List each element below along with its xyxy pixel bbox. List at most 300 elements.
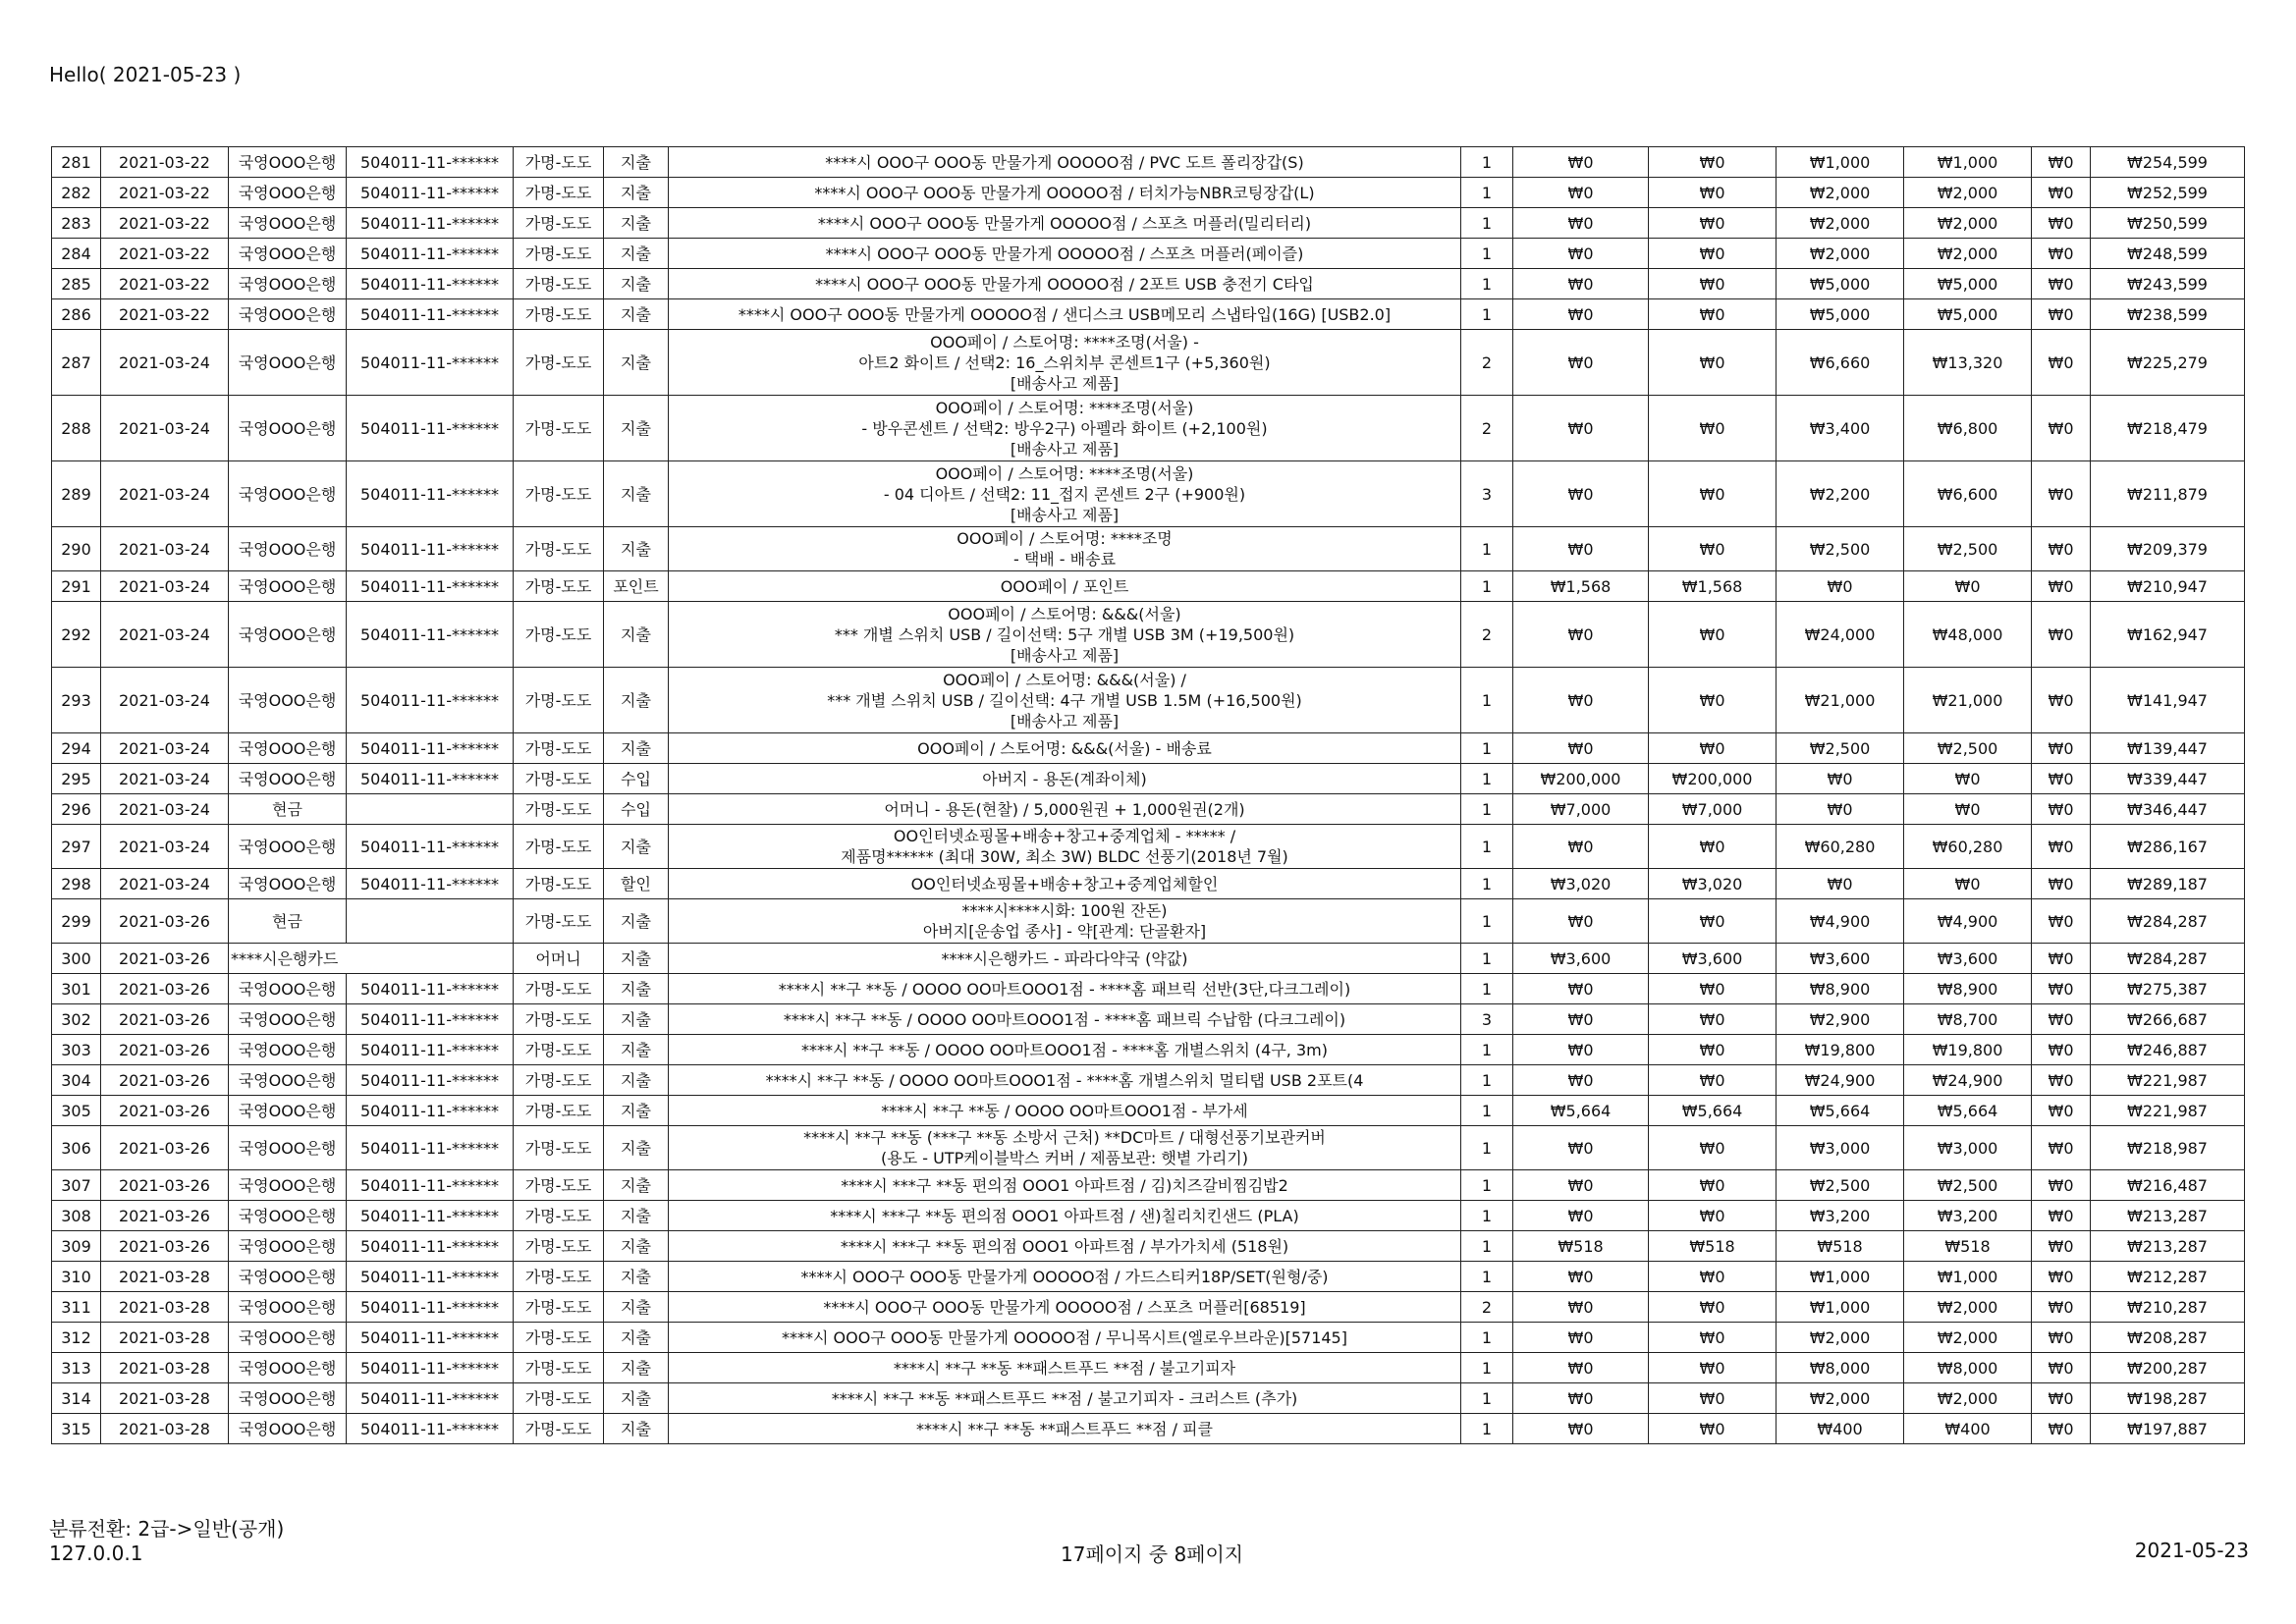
- type-cell: 지출: [604, 208, 669, 239]
- table-row: [52, 974, 2245, 1004]
- bank-cell: 국영OOO은행: [229, 527, 347, 571]
- table-row: [52, 269, 2245, 299]
- account-cell: 504011-11-******: [347, 396, 514, 461]
- row-number: 315: [52, 1414, 101, 1444]
- quantity-cell: 1: [1461, 1096, 1513, 1126]
- description-cell: [669, 330, 1461, 396]
- account-cell: 504011-11-******: [347, 147, 514, 178]
- type-cell: 지출: [604, 299, 669, 330]
- amount1-cell: ₩518: [1513, 1231, 1649, 1262]
- amount2-cell: ₩0: [1649, 330, 1777, 396]
- balance-cell: ₩238,599: [2091, 299, 2245, 330]
- description-line: OOO페이 / 스토어명: &&&(서울) /: [943, 670, 1186, 689]
- description-line: OOO페이 / 스토어명: ****조명: [957, 529, 1173, 548]
- category-cell: 가명-도도: [514, 1201, 604, 1231]
- bank-cell: 국영OOO은행: [229, 668, 347, 733]
- amount4-cell: ₩400: [1904, 1414, 2032, 1444]
- amount5-cell: ₩0: [2032, 1323, 2091, 1353]
- type-cell: 지출: [604, 1292, 669, 1323]
- type-cell: 지출: [604, 1353, 669, 1383]
- description-line: 제품명****** (최대 30W, 최소 3W) BLDC 선풍기(2018년 7월): [841, 847, 1288, 866]
- date-cell: 2021-03-22: [101, 269, 229, 299]
- balance-cell: ₩218,479: [2091, 396, 2245, 461]
- amount2-cell: ₩0: [1649, 974, 1777, 1004]
- date-cell: 2021-03-24: [101, 330, 229, 396]
- description-line: - 방우콘센트 / 선택2: 방우2구) 아펠라 화이트 (+2,100원): [861, 418, 1268, 438]
- row-number: 297: [52, 825, 101, 869]
- row-number: 294: [52, 733, 101, 764]
- ledger-table: [51, 146, 2245, 1444]
- amount3-cell: ₩8,900: [1777, 974, 1904, 1004]
- amount4-cell: ₩2,000: [1904, 1292, 2032, 1323]
- description-line: OOO페이 / 스토어명: ****조명(서울) -: [930, 332, 1199, 352]
- date-cell: 2021-03-28: [101, 1262, 229, 1292]
- description-cell: [669, 461, 1461, 527]
- amount1-cell: ₩0: [1513, 1353, 1649, 1383]
- table-row: [52, 1292, 2245, 1323]
- table-row: [52, 1201, 2245, 1231]
- amount3-cell: ₩4,900: [1777, 899, 1904, 944]
- amount5-cell: ₩0: [2032, 668, 2091, 733]
- description-cell: [669, 527, 1461, 571]
- balance-cell: ₩266,687: [2091, 1004, 2245, 1035]
- amount3-cell: ₩24,000: [1777, 602, 1904, 668]
- bank-cell: 국영OOO은행: [229, 269, 347, 299]
- balance-cell: ₩210,947: [2091, 571, 2245, 602]
- row-number: 289: [52, 461, 101, 527]
- amount5-cell: ₩0: [2032, 1231, 2091, 1262]
- amount5-cell: ₩0: [2032, 899, 2091, 944]
- print-date: 2021-05-23: [2134, 1539, 2249, 1562]
- description-line: ****시 ***구 **동 편의점 OOO1 아파트점 / 김)치즈갈비찜김밥2: [841, 1175, 1288, 1195]
- bank-cell: 국영OOO은행: [229, 330, 347, 396]
- page-header: Hello( 2021-05-23 ): [49, 63, 242, 86]
- description-line: OOO페이 / 스토어명: &&&(서울) - 배송료: [917, 738, 1212, 758]
- date-cell: 2021-03-24: [101, 571, 229, 602]
- table-row: [52, 299, 2245, 330]
- category-cell: 가명-도도: [514, 147, 604, 178]
- date-cell: 2021-03-28: [101, 1383, 229, 1414]
- type-cell: 지출: [604, 269, 669, 299]
- description-line: ****시 **구 **동 (***구 **동 소방서 근처) **DC마트 / 대형선풍기보관커버: [803, 1128, 1326, 1147]
- date-cell: 2021-03-24: [101, 527, 229, 571]
- amount4-cell: ₩518: [1904, 1231, 2032, 1262]
- amount3-cell: ₩400: [1777, 1414, 1904, 1444]
- classification-note: 분류전환: 2급->일반(공개): [49, 1517, 285, 1541]
- amount3-cell: ₩2,500: [1777, 1170, 1904, 1201]
- description-line: - 택배 - 배송료: [1012, 550, 1117, 568]
- amount4-cell: ₩2,500: [1904, 527, 2032, 571]
- amount4-cell: ₩2,500: [1904, 1170, 2032, 1201]
- date-cell: 2021-03-24: [101, 869, 229, 899]
- amount2-cell: ₩0: [1649, 178, 1777, 208]
- description-line: ****시 **구 **동 / OOOO OO마트OOO1점 - ****홈 개별스위치 (4구, 3m): [801, 1040, 1328, 1059]
- account-cell: 504011-11-******: [347, 1383, 514, 1414]
- account-cell: 504011-11-******: [347, 1231, 514, 1262]
- category-cell: 가명-도도: [514, 1065, 604, 1096]
- amount1-cell: ₩0: [1513, 899, 1649, 944]
- amount2-cell: ₩5,664: [1649, 1096, 1777, 1126]
- amount1-cell: ₩0: [1513, 1065, 1649, 1096]
- amount4-cell: ₩2,000: [1904, 1383, 2032, 1414]
- description-cell: [669, 208, 1461, 239]
- amount1-cell: ₩0: [1513, 1126, 1649, 1170]
- description-line: ****시 **구 **동 / OOOO OO마트OOO1점 - ****홈 패브릭 선반(3단,다크그레이): [778, 979, 1351, 999]
- amount3-cell: ₩5,000: [1777, 299, 1904, 330]
- row-number: 306: [52, 1126, 101, 1170]
- row-number: 282: [52, 178, 101, 208]
- account-cell: 504011-11-******: [347, 1065, 514, 1096]
- description-line: OOO페이 / 스토어명: ****조명(서울): [935, 398, 1194, 417]
- date-cell: 2021-03-22: [101, 208, 229, 239]
- account-cell: 504011-11-******: [347, 602, 514, 668]
- date-cell: 2021-03-24: [101, 733, 229, 764]
- amount4-cell: ₩48,000: [1904, 602, 2032, 668]
- description-cell: [669, 1292, 1461, 1323]
- amount4-cell: ₩60,280: [1904, 825, 2032, 869]
- amount5-cell: ₩0: [2032, 396, 2091, 461]
- amount2-cell: ₩1,568: [1649, 571, 1777, 602]
- table-row: [52, 944, 2245, 974]
- row-number: 309: [52, 1231, 101, 1262]
- account-cell: 504011-11-******: [347, 1414, 514, 1444]
- category-cell: 가명-도도: [514, 1035, 604, 1065]
- balance-cell: ₩211,879: [2091, 461, 2245, 527]
- description-cell: [669, 1170, 1461, 1201]
- category-cell: 가명-도도: [514, 825, 604, 869]
- category-cell: 가명-도도: [514, 1383, 604, 1414]
- description-cell: [669, 1201, 1461, 1231]
- description-cell: [669, 571, 1461, 602]
- bank-cell: 국영OOO은행: [229, 208, 347, 239]
- quantity-cell: 1: [1461, 1383, 1513, 1414]
- type-cell: 지출: [604, 1126, 669, 1170]
- category-cell: 가명-도도: [514, 869, 604, 899]
- description-line: ****시 **구 **동 / OOOO OO마트OOO1점 - ****홈 개별스위치 멀티탭 USB 2포트(4: [765, 1070, 1364, 1090]
- category-cell: 가명-도도: [514, 1323, 604, 1353]
- account-cell: 504011-11-******: [347, 269, 514, 299]
- account-cell: 504011-11-******: [347, 1292, 514, 1323]
- description-line: ****시 **구 **동 **패스트푸드 **점 / 불고기피자 - 크러스트 (추가): [831, 1388, 1298, 1408]
- type-cell: 지출: [604, 461, 669, 527]
- amount4-cell: ₩0: [1904, 571, 2032, 602]
- amount1-cell: ₩0: [1513, 1035, 1649, 1065]
- amount5-cell: ₩0: [2032, 1353, 2091, 1383]
- table-row: [52, 239, 2245, 269]
- date-cell: 2021-03-24: [101, 825, 229, 869]
- table-row: [52, 527, 2245, 571]
- table-row: [52, 602, 2245, 668]
- description-line: OOO페이 / 스토어명: ****조명(서울): [935, 463, 1194, 483]
- account-cell: 504011-11-******: [347, 1170, 514, 1201]
- description-line: 어머니 - 용돈(현찰) / 5,000원권 + 1,000원권(2개): [884, 799, 1245, 819]
- row-number: 291: [52, 571, 101, 602]
- amount2-cell: ₩0: [1649, 461, 1777, 527]
- account-cell: 504011-11-******: [347, 239, 514, 269]
- amount2-cell: ₩0: [1649, 899, 1777, 944]
- balance-cell: ₩139,447: [2091, 733, 2245, 764]
- description-line: [배송사고 제품]: [1010, 645, 1120, 665]
- category-cell: 가명-도도: [514, 899, 604, 944]
- amount1-cell: ₩0: [1513, 1004, 1649, 1035]
- date-cell: 2021-03-22: [101, 147, 229, 178]
- type-cell: 지출: [604, 1004, 669, 1035]
- balance-cell: ₩284,287: [2091, 944, 2245, 974]
- type-cell: 지출: [604, 1383, 669, 1414]
- balance-cell: ₩213,287: [2091, 1201, 2245, 1231]
- category-cell: 가명-도도: [514, 1126, 604, 1170]
- row-number: 307: [52, 1170, 101, 1201]
- amount5-cell: ₩0: [2032, 1035, 2091, 1065]
- amount2-cell: ₩0: [1649, 1383, 1777, 1414]
- category-cell: 가명-도도: [514, 974, 604, 1004]
- account-cell: 504011-11-******: [347, 974, 514, 1004]
- amount1-cell: ₩0: [1513, 461, 1649, 527]
- amount3-cell: ₩5,664: [1777, 1096, 1904, 1126]
- type-cell: 지출: [604, 1231, 669, 1262]
- row-number: 298: [52, 869, 101, 899]
- footer-left: [49, 1517, 284, 1566]
- amount5-cell: ₩0: [2032, 944, 2091, 974]
- amount1-cell: ₩7,000: [1513, 794, 1649, 825]
- table-row: [52, 733, 2245, 764]
- description-cell: [669, 764, 1461, 794]
- bank-cell: 국영OOO은행: [229, 1065, 347, 1096]
- amount4-cell: ₩13,320: [1904, 330, 2032, 396]
- amount1-cell: ₩0: [1513, 602, 1649, 668]
- row-number: 304: [52, 1065, 101, 1096]
- date-cell: 2021-03-26: [101, 1065, 229, 1096]
- amount1-cell: ₩0: [1513, 1414, 1649, 1444]
- quantity-cell: 3: [1461, 461, 1513, 527]
- description-cell: [669, 1126, 1461, 1170]
- table-row: [52, 1096, 2245, 1126]
- amount4-cell: ₩2,000: [1904, 1323, 2032, 1353]
- amount2-cell: ₩3,020: [1649, 869, 1777, 899]
- description-cell: [669, 794, 1461, 825]
- amount5-cell: ₩0: [2032, 869, 2091, 899]
- row-number: 288: [52, 396, 101, 461]
- amount1-cell: ₩0: [1513, 299, 1649, 330]
- bank-cell: 국영OOO은행: [229, 147, 347, 178]
- description-line: ****시 OOO구 OOO동 만물가게 OOOOO점 / 스포츠 머플러[68519]: [823, 1297, 1306, 1317]
- bank-cell: ****시은행카드: [229, 944, 514, 974]
- amount4-cell: ₩2,000: [1904, 208, 2032, 239]
- date-cell: 2021-03-26: [101, 1231, 229, 1262]
- category-cell: 가명-도도: [514, 602, 604, 668]
- type-cell: 지출: [604, 1262, 669, 1292]
- amount3-cell: ₩3,000: [1777, 1126, 1904, 1170]
- amount3-cell: ₩518: [1777, 1231, 1904, 1262]
- amount5-cell: ₩0: [2032, 1292, 2091, 1323]
- category-cell: 가명-도도: [514, 1414, 604, 1444]
- amount5-cell: ₩0: [2032, 1170, 2091, 1201]
- category-cell: 가명-도도: [514, 1170, 604, 1201]
- amount2-cell: ₩0: [1649, 239, 1777, 269]
- bank-cell: 국영OOO은행: [229, 1035, 347, 1065]
- account-cell: 504011-11-******: [347, 1353, 514, 1383]
- quantity-cell: 1: [1461, 1065, 1513, 1096]
- table-row: [52, 1004, 2245, 1035]
- quantity-cell: 1: [1461, 178, 1513, 208]
- description-line: 아버지 - 용돈(계좌이체): [982, 769, 1147, 788]
- description-cell: [669, 1004, 1461, 1035]
- amount3-cell: ₩2,500: [1777, 733, 1904, 764]
- amount4-cell: ₩6,600: [1904, 461, 2032, 527]
- amount3-cell: ₩0: [1777, 794, 1904, 825]
- amount4-cell: ₩5,000: [1904, 269, 2032, 299]
- amount4-cell: ₩0: [1904, 764, 2032, 794]
- category-cell: 가명-도도: [514, 1096, 604, 1126]
- description-cell: [669, 147, 1461, 178]
- bank-cell: 국영OOO은행: [229, 1201, 347, 1231]
- quantity-cell: 1: [1461, 764, 1513, 794]
- amount4-cell: ₩8,000: [1904, 1353, 2032, 1383]
- account-cell: 504011-11-******: [347, 668, 514, 733]
- category-cell: 가명-도도: [514, 299, 604, 330]
- quantity-cell: 1: [1461, 668, 1513, 733]
- balance-cell: ₩289,187: [2091, 869, 2245, 899]
- amount4-cell: ₩3,200: [1904, 1201, 2032, 1231]
- category-cell: 가명-도도: [514, 1004, 604, 1035]
- amount1-cell: ₩1,568: [1513, 571, 1649, 602]
- amount4-cell: ₩8,700: [1904, 1004, 2032, 1035]
- amount3-cell: ₩3,200: [1777, 1201, 1904, 1231]
- balance-cell: ₩221,987: [2091, 1096, 2245, 1126]
- type-cell: 수입: [604, 764, 669, 794]
- amount4-cell: ₩3,000: [1904, 1126, 2032, 1170]
- account-cell: 504011-11-******: [347, 330, 514, 396]
- description-cell: [669, 1383, 1461, 1414]
- table-row: [52, 668, 2245, 733]
- category-cell: 가명-도도: [514, 269, 604, 299]
- amount3-cell: ₩2,000: [1777, 178, 1904, 208]
- description-cell: [669, 299, 1461, 330]
- category-cell: 가명-도도: [514, 1231, 604, 1262]
- category-cell: 가명-도도: [514, 208, 604, 239]
- amount1-cell: ₩0: [1513, 239, 1649, 269]
- amount5-cell: ₩0: [2032, 1262, 2091, 1292]
- balance-cell: ₩248,599: [2091, 239, 2245, 269]
- balance-cell: ₩346,447: [2091, 794, 2245, 825]
- amount2-cell: ₩0: [1649, 825, 1777, 869]
- quantity-cell: 1: [1461, 299, 1513, 330]
- description-line: - 04 디아트 / 선택2: 11_접지 콘센트 2구 (+900원): [883, 484, 1246, 504]
- table-row: [52, 1414, 2245, 1444]
- amount4-cell: ₩24,900: [1904, 1065, 2032, 1096]
- account-cell: 504011-11-******: [347, 869, 514, 899]
- amount3-cell: ₩3,600: [1777, 944, 1904, 974]
- bank-cell: 국영OOO은행: [229, 299, 347, 330]
- description-cell: [669, 869, 1461, 899]
- amount1-cell: ₩0: [1513, 1201, 1649, 1231]
- amount5-cell: ₩0: [2032, 239, 2091, 269]
- row-number: 281: [52, 147, 101, 178]
- table-row: [52, 899, 2245, 944]
- quantity-cell: 1: [1461, 733, 1513, 764]
- date-cell: 2021-03-24: [101, 602, 229, 668]
- category-cell: 가명-도도: [514, 396, 604, 461]
- quantity-cell: 1: [1461, 1323, 1513, 1353]
- amount1-cell: ₩0: [1513, 668, 1649, 733]
- amount5-cell: ₩0: [2032, 602, 2091, 668]
- description-cell: [669, 825, 1461, 869]
- type-cell: 지출: [604, 944, 669, 974]
- description-line: 아버지[운송업 종사] - 약[관계: 단골환자]: [922, 922, 1207, 941]
- amount4-cell: ₩21,000: [1904, 668, 2032, 733]
- amount2-cell: ₩518: [1649, 1231, 1777, 1262]
- amount1-cell: ₩200,000: [1513, 764, 1649, 794]
- amount4-cell: ₩0: [1904, 869, 2032, 899]
- description-line: *** 개별 스위치 USB / 길이선택: 5구 개별 USB 3M (+19,500원): [834, 624, 1295, 644]
- description-line: [배송사고 제품]: [1010, 505, 1120, 524]
- date-cell: 2021-03-28: [101, 1323, 229, 1353]
- date-cell: 2021-03-26: [101, 1201, 229, 1231]
- table-row: [52, 571, 2245, 602]
- account-cell: 504011-11-******: [347, 178, 514, 208]
- bank-cell: 국영OOO은행: [229, 733, 347, 764]
- amount2-cell: ₩0: [1649, 527, 1777, 571]
- balance-cell: ₩208,287: [2091, 1323, 2245, 1353]
- amount2-cell: ₩200,000: [1649, 764, 1777, 794]
- balance-cell: ₩212,287: [2091, 1262, 2245, 1292]
- bank-cell: 국영OOO은행: [229, 974, 347, 1004]
- bank-cell: 국영OOO은행: [229, 1353, 347, 1383]
- quantity-cell: 1: [1461, 269, 1513, 299]
- amount4-cell: ₩8,900: [1904, 974, 2032, 1004]
- category-cell: 가명-도도: [514, 178, 604, 208]
- amount5-cell: ₩0: [2032, 764, 2091, 794]
- amount2-cell: ₩0: [1649, 1414, 1777, 1444]
- bank-cell: 국영OOO은행: [229, 869, 347, 899]
- bank-cell: 국영OOO은행: [229, 1262, 347, 1292]
- balance-cell: ₩225,279: [2091, 330, 2245, 396]
- amount2-cell: ₩0: [1649, 733, 1777, 764]
- date-cell: 2021-03-28: [101, 1414, 229, 1444]
- type-cell: 지출: [604, 602, 669, 668]
- date-cell: 2021-03-24: [101, 461, 229, 527]
- account-cell: 504011-11-******: [347, 571, 514, 602]
- category-cell: 가명-도도: [514, 764, 604, 794]
- amount1-cell: ₩3,600: [1513, 944, 1649, 974]
- date-cell: 2021-03-22: [101, 239, 229, 269]
- amount1-cell: ₩0: [1513, 1292, 1649, 1323]
- bank-cell: 국영OOO은행: [229, 764, 347, 794]
- row-number: 284: [52, 239, 101, 269]
- quantity-cell: 1: [1461, 1353, 1513, 1383]
- description-cell: [669, 1096, 1461, 1126]
- account-cell: 504011-11-******: [347, 1035, 514, 1065]
- row-number: 285: [52, 269, 101, 299]
- bank-cell: 국영OOO은행: [229, 396, 347, 461]
- balance-cell: ₩286,167: [2091, 825, 2245, 869]
- description-line: ****시 ***구 **동 편의점 OOO1 아파트점 / 샌)칠리치킨샌드 (PLA): [830, 1206, 1299, 1225]
- quantity-cell: 1: [1461, 1262, 1513, 1292]
- amount1-cell: ₩0: [1513, 527, 1649, 571]
- amount2-cell: ₩0: [1649, 1262, 1777, 1292]
- amount1-cell: ₩0: [1513, 1170, 1649, 1201]
- account-cell: 504011-11-******: [347, 1096, 514, 1126]
- type-cell: 할인: [604, 869, 669, 899]
- bank-cell: 현금: [229, 899, 347, 944]
- description-line: ****시 **구 **동 **패스트푸드 **점 / 불고기피자: [893, 1358, 1236, 1378]
- balance-cell: ₩339,447: [2091, 764, 2245, 794]
- row-number: 286: [52, 299, 101, 330]
- bank-cell: 국영OOO은행: [229, 178, 347, 208]
- ip-address: 127.0.0.1: [49, 1542, 143, 1565]
- amount2-cell: ₩0: [1649, 1353, 1777, 1383]
- table-row: [52, 1383, 2245, 1414]
